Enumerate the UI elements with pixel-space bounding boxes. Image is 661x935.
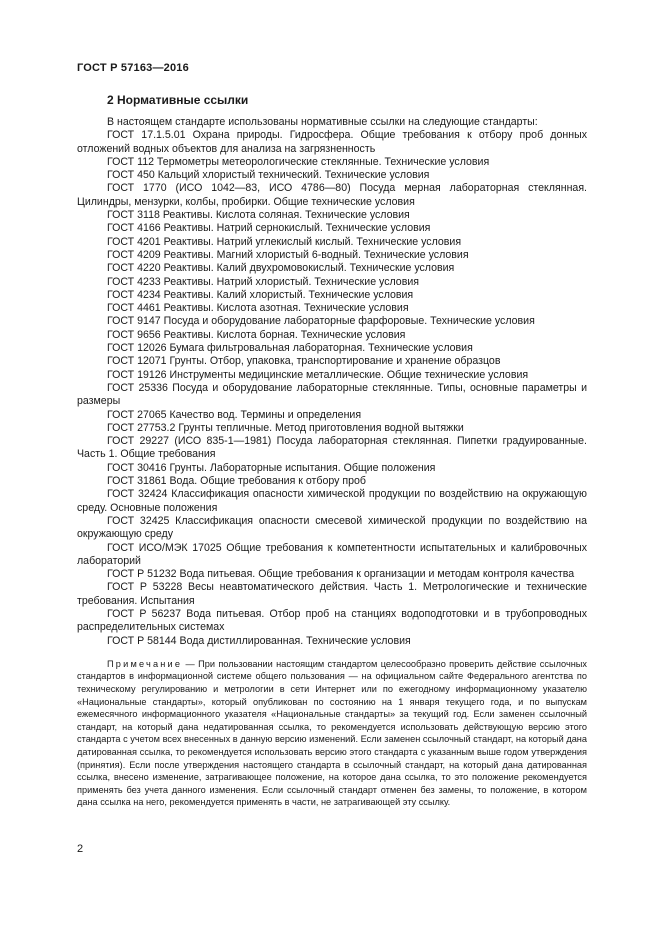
reference-item: ГОСТ 9147 Посуда и оборудование лабораторные фарфоровые. Технические условия bbox=[107, 315, 535, 328]
reference-item: ГОСТ Р 51232 Вода питьевая. Общие требования к организации и методам контроля качества bbox=[107, 568, 575, 581]
reference-item: ГОСТ 3118 Реактивы. Кислота соляная. Технические условия bbox=[107, 209, 410, 222]
reference-item: ГОСТ 17.1.5.01 Охрана природы. Гидросфера. Общие требования к отбору проб донных отложений водных объектов для анализа на загрязненность bbox=[77, 129, 587, 155]
reference-item: ГОСТ 27065 Качество вод. Термины и определения bbox=[107, 408, 362, 421]
reference-item: ГОСТ 19126 Инструменты медицинские металлические. Общие технические условия bbox=[107, 368, 529, 381]
reference-item: ГОСТ 12026 Бумага фильтровальная лабораторная. Технические условия bbox=[107, 342, 473, 355]
note-text: — При пользовании настоящим стандартом целесообразно проверить действие ссылочных стандартов в информационной системе общего пользования — на официальном сайте Федерального агентства по техническому регулированию и метрологии в сети Интернет или по ежегодному информационному указателю «Национальные стандарты», который опубликован по состоянию на 1 января текущего года, и по выпускам ежемесячного информационного указателя «Национальные стандарты» за текущий год. Если заменен ссылочный стандарт, на который дана недатированная ссылка, то рекомендуется использовать действующую версию этого стандарта с учетом всех внесенных в данную версию изменений. Если заменен ссылочный стандарт, на который дана датированная ссылка, то рекомендуется использовать версию этого стандарта с указанным выше годом утверждения (принятия). Если после утверждения настоящего стандарта в ссылочный стандарт, на который дана датированная ссылка, внесено изменение, затрагивающее положение, на которое дана ссылка, то это положение рекомендуется применять без учета данного изменения. Если ссылочный стандарт отменен без замены, то положение, в котором дана ссылка на него, рекомендуется применять в части, не затрагивающей эту ссылку. bbox=[77, 658, 587, 808]
reference-item: ГОСТ ИСО/МЭК 17025 Общие требования к компетентности испытательных и калибровочных лабораторий bbox=[77, 541, 587, 567]
reference-item: ГОСТ 4461 Реактивы. Кислота азотная. Технические условия bbox=[107, 302, 409, 315]
standard-header: ГОСТ Р 57163—2016 bbox=[77, 62, 189, 74]
reference-item: ГОСТ 32424 Классификация опасности химической продукции по воздействию на окружающую среду. Основные положения bbox=[77, 488, 587, 514]
reference-item: ГОСТ 4201 Реактивы. Натрий углекислый кислый. Технические условия bbox=[107, 235, 462, 248]
reference-item: ГОСТ 29227 (ИСО 835-1—1981) Посуда лабораторная стеклянная. Пипетки градуированные. Часть 1. Общие требования bbox=[77, 435, 587, 461]
reference-item: ГОСТ 112 Термометры метеорологические стеклянные. Технические условия bbox=[107, 155, 490, 168]
reference-item: ГОСТ 1770 (ИСО 1042—83, ИСО 4786—80) Посуда мерная лабораторная стеклянная. Цилиндры, мензурки, колбы, пробирки. Общие технические условия bbox=[77, 182, 587, 208]
reference-item: ГОСТ Р 56237 Вода питьевая. Отбор проб на станциях водоподготовки и в трубопроводных распределительных системах bbox=[77, 607, 587, 634]
page-number: 2 bbox=[77, 843, 84, 855]
section-title: 2 Нормативные ссылки bbox=[107, 93, 249, 107]
note-label: Примечание bbox=[107, 658, 183, 669]
reference-item: ГОСТ 4233 Реактивы. Натрий хлористый. Технические условия bbox=[107, 275, 419, 288]
reference-list bbox=[77, 129, 587, 648]
reference-item: ГОСТ 32425 Классификация опасности смесевой химической продукции по воздействию на окружающую среду bbox=[77, 514, 587, 541]
note-paragraph bbox=[77, 658, 587, 809]
reference-item: ГОСТ 25336 Посуда и оборудование лабораторные стеклянные. Типы, основные параметры и размеры bbox=[77, 381, 587, 408]
reference-item: ГОСТ 30416 Грунты. Лабораторные испытания. Общие положения bbox=[107, 461, 436, 474]
reference-item: ГОСТ 12071 Грунты. Отбор, упаковка, транспортирование и хранение образцов bbox=[107, 355, 501, 368]
intro-paragraph: В настоящем стандарте использованы нормативные ссылки на следующие стандарты: bbox=[107, 116, 538, 128]
reference-item: ГОСТ 450 Кальций хлористый технический. Технические условия bbox=[107, 169, 430, 182]
reference-item: ГОСТ 4220 Реактивы. Калий двухромовокислый. Технические условия bbox=[107, 262, 455, 275]
reference-item: ГОСТ 4209 Реактивы. Магний хлористый 6-водный. Технические условия bbox=[107, 248, 469, 261]
reference-item: ГОСТ 27753.2 Грунты тепличные. Метод приготовления водной вытяжки bbox=[107, 421, 464, 434]
section-body bbox=[77, 116, 587, 818]
reference-item: ГОСТ 31861 Вода. Общие требования к отбору проб bbox=[107, 475, 366, 488]
reference-item: ГОСТ 9656 Реактивы. Кислота борная. Технические условия bbox=[107, 328, 406, 341]
reference-item: ГОСТ Р 53228 Весы неавтоматического действия. Часть 1. Метрологические и технические требования. Испытания bbox=[77, 581, 587, 607]
reference-item: ГОСТ 4234 Реактивы. Калий хлористый. Технические условия bbox=[107, 288, 414, 301]
reference-item: ГОСТ 4166 Реактивы. Натрий сернокислый. Технические условия bbox=[107, 222, 431, 235]
reference-item: ГОСТ Р 58144 Вода дистиллированная. Технические условия bbox=[107, 634, 411, 647]
